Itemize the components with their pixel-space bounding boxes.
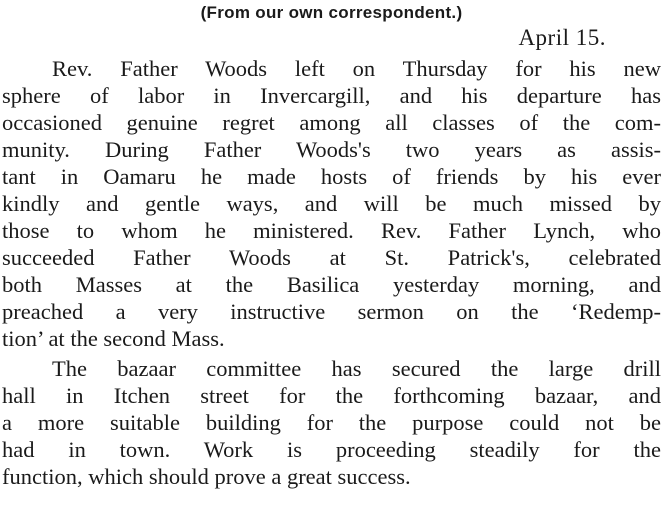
text-line: sphere of labor in Invercargill, and his departure has: [2, 83, 661, 108]
text-line: function, which should prove a great success.: [2, 464, 411, 489]
text-line: hall in Itchen street for the forthcoming bazaar, and: [2, 383, 661, 408]
text-line: Rev. Father Woods left on Thursday for his new: [52, 56, 661, 81]
text-line: occasioned genuine regret among all classes of the com-: [2, 110, 661, 135]
text-line: munity. During Father Woods's two years as assis-: [2, 137, 661, 162]
text-line: succeeded Father Woods at St. Patrick's, celebrated: [2, 245, 661, 270]
correspondent-heading: (From our own correspondent.): [200, 3, 463, 22]
text-line: tion’ at the second Mass.: [2, 326, 225, 351]
text-line: had in town. Work is proceeding steadily for the: [2, 437, 661, 462]
text-line: The bazaar committee has secured the large drill: [52, 356, 661, 381]
text-line: those to whom he ministered. Rev. Father Lynch, who: [2, 218, 661, 243]
text-line: preached a very instructive sermon on the ‘Redemp-: [2, 299, 661, 324]
text-line: both Masses at the Basilica yesterday morning, and: [2, 272, 661, 297]
text-line: tant in Oamaru he made hosts of friends by his ever: [2, 164, 661, 189]
text-line: kindly and gentle ways, and will be much missed by: [2, 191, 661, 216]
text-line: a more suitable building for the purpose could not be: [2, 410, 661, 435]
dateline: April 15.: [518, 25, 606, 50]
